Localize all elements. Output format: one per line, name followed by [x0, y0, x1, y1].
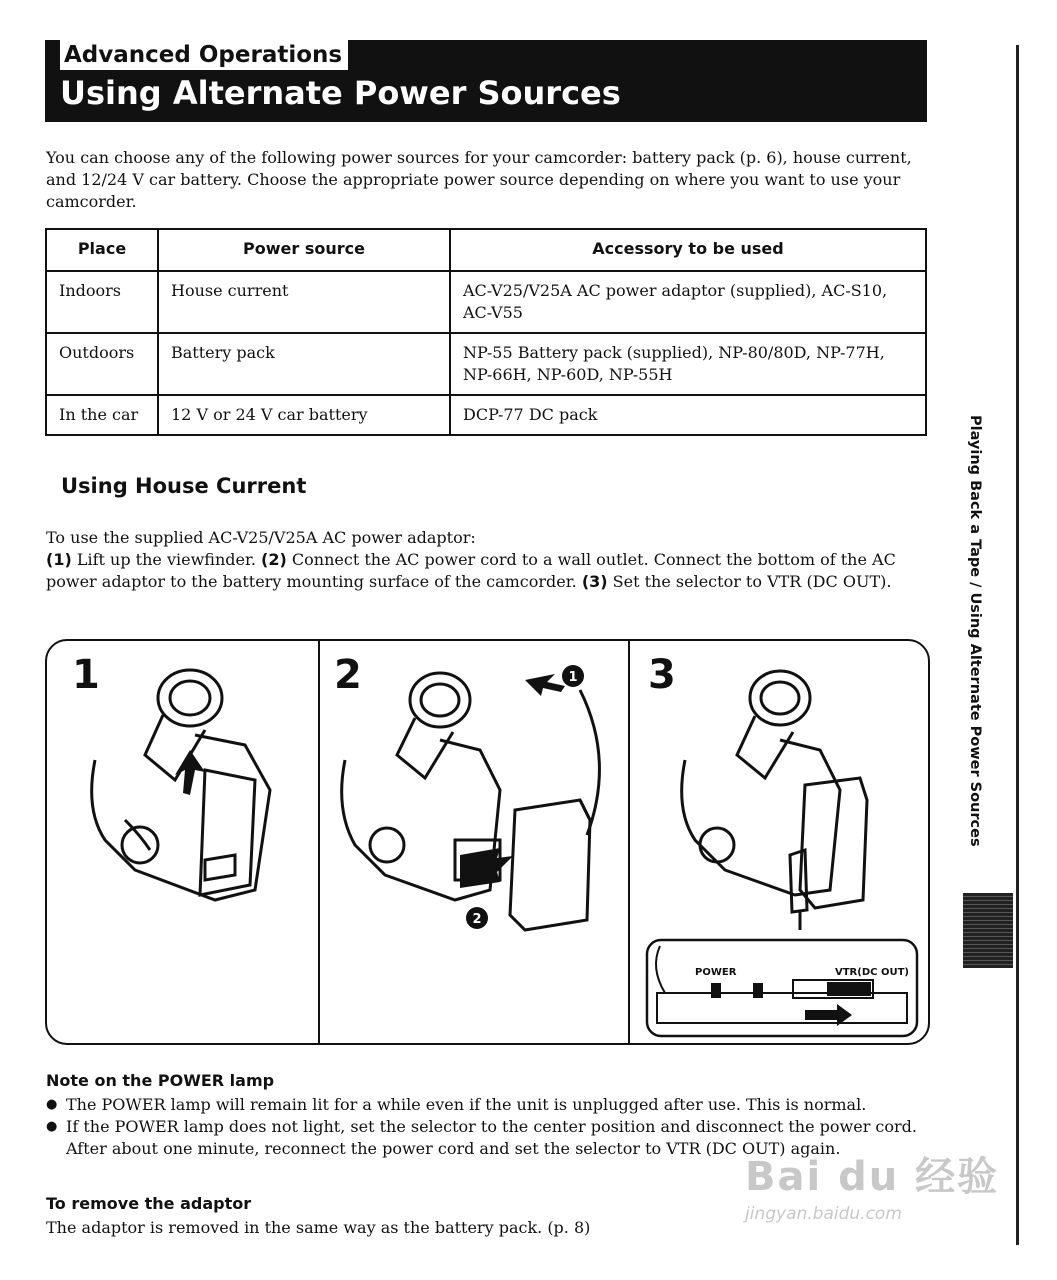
house-current-heading: Using House Current — [61, 474, 307, 498]
section-tag-marker — [45, 40, 60, 70]
rotate-arrow-icon — [525, 674, 565, 696]
callout-2-label: 2 — [472, 912, 482, 927]
intro-paragraph: You can choose any of the following power sources for your camcorder: battery pack (p. 6), house current, and 12/24 V car battery. Choose the appropriate power source depending on where you want to use your camcorder. — [46, 148, 912, 211]
cell-place: Outdoors — [46, 333, 158, 395]
steps-lead: To use the supplied AC-V25/V25A AC power adaptor: — [46, 528, 476, 547]
watermark-url: jingyan.baidu.com — [745, 1204, 902, 1224]
watermark — [745, 1145, 1005, 1235]
step-2-number: (2) — [261, 550, 287, 569]
chapter-side-title: Playing Back a Tape / Using Alternate Power Sources — [967, 415, 983, 847]
table-row — [46, 271, 926, 333]
table-header-row — [46, 229, 926, 271]
panel-number-3: 3 — [648, 652, 676, 698]
chapter-thumb-tab — [963, 893, 1013, 968]
power-lamp-icon — [711, 983, 721, 998]
indicator-lamp-icon — [753, 983, 763, 998]
margin-rule — [1016, 45, 1019, 1245]
list-item: ● The POWER lamp will remain lit for a while even if the unit is unplugged after use. This is normal. — [46, 1094, 921, 1116]
column-header-power-source: Power source — [158, 229, 450, 271]
attach-adaptor-illustration — [325, 660, 615, 960]
cell-place: Indoors — [46, 271, 158, 333]
power-sources-table — [45, 228, 927, 436]
selector-closeup-inset — [645, 938, 920, 1038]
panel-divider — [318, 641, 320, 1043]
panel-number-1: 1 — [72, 652, 100, 698]
selector-illustration — [655, 660, 880, 930]
selector-label: VTR(DC OUT) — [835, 967, 909, 978]
step-1-number: (1) — [46, 550, 72, 569]
cell-place: In the car — [46, 395, 158, 435]
step-3-text: Set the selector to VTR (DC OUT). — [612, 572, 892, 591]
column-header-place: Place — [46, 229, 158, 271]
section-label: Advanced Operations — [60, 40, 348, 70]
callout-1-label: 1 — [568, 670, 578, 685]
power-lamp-label: POWER — [695, 967, 737, 978]
insert-arrow-icon — [460, 848, 513, 888]
cell-accessory: AC-V25/V25A AC power adaptor (supplied), AC-S10, AC-V55 — [450, 271, 926, 333]
lift-arrow-icon — [175, 750, 205, 795]
table-row — [46, 333, 926, 395]
cell-source: 12 V or 24 V car battery — [158, 395, 450, 435]
panel-number-2: 2 — [334, 652, 362, 698]
camcorder-viewfinder-illustration — [65, 660, 305, 920]
selector-knob — [827, 982, 871, 996]
list-item: ● If the POWER lamp does not light, set the selector to the center position and disconnect the power cord. After about one minute, reconnect the power cord and set the selector to VTR (DC OUT) again. — [46, 1116, 921, 1160]
remove-adaptor-heading: To remove the adaptor — [46, 1194, 252, 1213]
cell-accessory: DCP-77 DC pack — [450, 395, 926, 435]
cell-source: Battery pack — [158, 333, 450, 395]
watermark-brand: Bai du 经验 — [745, 1154, 1000, 1200]
step-3-number: (3) — [581, 572, 608, 591]
house-current-steps — [46, 527, 906, 593]
remove-adaptor-text: The adaptor is removed in the same way as the battery pack. (p. 8) — [46, 1218, 591, 1237]
cell-accessory: NP-55 Battery pack (supplied), NP-80/80D, NP-77H, NP-66H, NP-60D, NP-55H — [450, 333, 926, 395]
step-1-text: Lift up the viewfinder. — [76, 550, 256, 569]
table-row — [46, 395, 926, 435]
cell-source: House current — [158, 271, 450, 333]
column-header-accessory: Accessory to be used — [450, 229, 926, 271]
page-title: Using Alternate Power Sources — [60, 74, 621, 112]
step-2-text: Connect the AC power cord to a wall outlet. Connect the bottom of the AC power adaptor to the battery mounting surface of the camcorder. — [46, 550, 896, 591]
power-lamp-note-heading: Note on the POWER lamp — [46, 1071, 275, 1090]
panel-divider — [628, 641, 630, 1043]
